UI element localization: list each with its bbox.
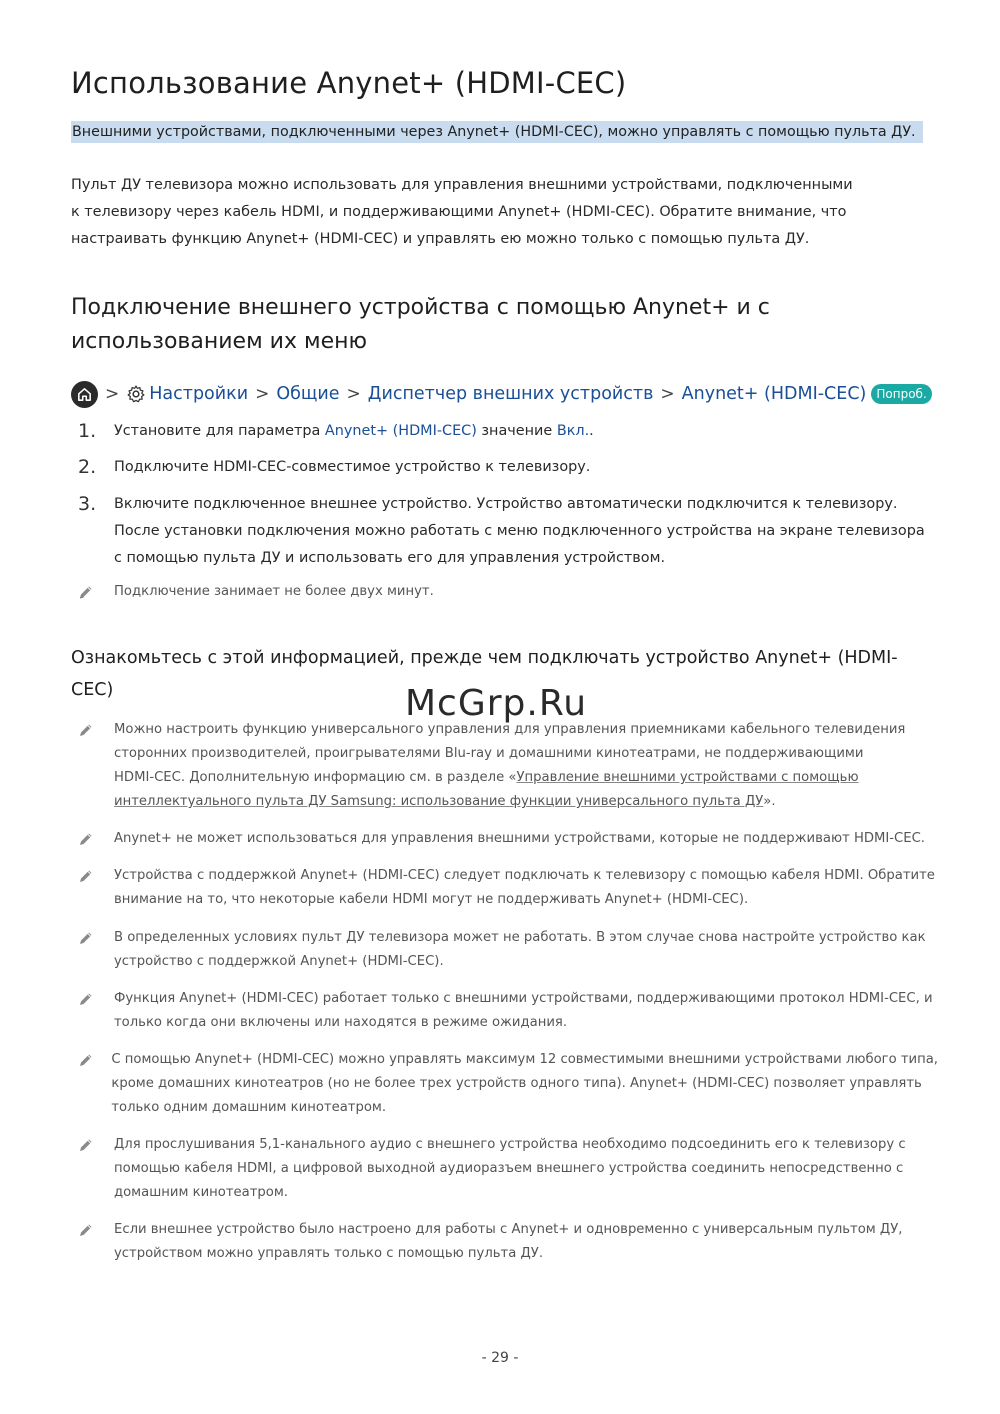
step-note: Подключение занимает не более двух минут.: [78, 580, 938, 604]
breadcrumb-anynet[interactable]: Anynet+ (HDMI-CEC): [681, 384, 867, 404]
note-item: В определенных условиях пульт ДУ телевизора может не работать. В этом случае снова настройте устройство как устройство с поддержкой Anynet+ (HDMI-CEC).: [78, 926, 938, 974]
sub-heading: Ознакомьтесь с этой информацией, прежде чем подключать устройство Anynet+ (HDMI- CEC): [71, 648, 898, 700]
home-icon[interactable]: [71, 381, 98, 408]
watermark: McGrp.Ru: [405, 683, 588, 724]
universal-remote-link[interactable]: Управление внешними устройствами с помощью: [516, 770, 859, 785]
pencil-icon: [78, 926, 114, 974]
pencil-icon: [78, 864, 114, 912]
breadcrumb-settings[interactable]: Настройки: [149, 384, 249, 404]
pencil-icon: [78, 718, 114, 814]
chevron-right-icon: >: [660, 384, 675, 404]
pencil-icon: [78, 987, 114, 1035]
summary-highlight: Внешними устройствами, подключенными через Anynet+ (HDMI-CEC), можно управлять с помощью пульта ДУ.: [71, 121, 923, 143]
page-title: Использование Anynet+ (HDMI-CEC): [71, 66, 627, 100]
param-anynet: Anynet+ (HDMI-CEC): [324, 423, 477, 439]
breadcrumb: [71, 380, 932, 408]
note-item: Для прослушивания 5,1-канального аудио с внешнего устройства необходимо подсоединить его к телевизору с помощью кабеля HDMI, а цифровой выходной аудиоразъем внешнего устройства соединить непосредственно с домашним кинотеатром.: [78, 1133, 938, 1205]
note-item: Если внешнее устройство было настроено для работы с Anynet+ и одновременно с универсальным пультом ДУ, устройством можно управлять только с помощью пульта ДУ.: [78, 1218, 938, 1266]
universal-remote-link[interactable]: интеллектуального пульта ДУ Samsung: использование функции универсального пульта ДУ: [114, 794, 764, 809]
pencil-icon: [78, 1218, 114, 1266]
intro-paragraph: Пульт ДУ телевизора можно использовать для управления внешними устройствами, подключенными к телевизору через кабель HDMI, и поддерживающими Anynet+ (HDMI-CEC). Обратите внимание, что настраивать функцию Anynet+ (HDMI-CEC) и управлять ею можно только с помощью пульта ДУ.: [71, 177, 853, 247]
value-on: Вкл.: [556, 423, 590, 439]
note-item: Anynet+ не может использоваться для управления внешними устройствами, которые не поддерживают HDMI-CEC.: [78, 827, 938, 851]
pencil-icon: [78, 1133, 114, 1205]
pencil-icon: [78, 1048, 111, 1120]
try-now-button[interactable]: Попроб.: [871, 384, 931, 404]
chevron-right-icon: >: [346, 384, 361, 404]
note-item: С помощью Anynet+ (HDMI-CEC) можно управлять максимум 12 совместимыми внешними устройствами любого типа, кроме домашних кинотеатров (но не более трех устройств одного типа). Anynet+ (HDMI-CEC) позволяет управлять только одним домашним кинотеатром.: [78, 1048, 938, 1120]
breadcrumb-device-manager[interactable]: Диспетчер внешних устройств: [367, 384, 654, 404]
breadcrumb-general[interactable]: Общие: [276, 384, 340, 404]
section-heading: Подключение внешнего устройства с помощью Anynet+ и с использованием их меню: [71, 295, 770, 354]
step-1: 1. Установите для параметра Anynet+ (HDMI-CEC) значение Вкл..: [78, 420, 594, 442]
chevron-right-icon: >: [105, 384, 120, 404]
note-item: Функция Anynet+ (HDMI-CEC) работает только с внешними устройствами, поддерживающими протокол HDMI-CEC, и только когда они включены или находятся в режиме ожидания.: [78, 987, 938, 1035]
step-3: 3. Включите подключенное внешнее устройство. Устройство автоматически подключится к телевизору. После установки подключения можно работать с меню подключенного устройства на экране телевизора с помощью пульта ДУ и использовать его для управления устройством.: [78, 493, 925, 566]
gear-icon: [126, 384, 146, 404]
chevron-right-icon: >: [255, 384, 270, 404]
page-number: - 29 -: [481, 1350, 519, 1366]
step-2: 2. Подключите HDMI-CEC-совместимое устройство к телевизору.: [78, 456, 591, 478]
note-item: Устройства с поддержкой Anynet+ (HDMI-CEC) следует подключать к телевизору с помощью кабеля HDMI. Обратите внимание на то, что некоторые кабели HDMI могут не поддерживать Anynet+ (HDMI-CEC).: [78, 864, 938, 912]
pencil-icon: [78, 827, 114, 851]
note-item: Можно настроить функцию универсального управления для управления приемниками кабельного телевидения сторонних производителей, проигрывателями Blu-ray и домашними кинотеатрами, не поддерживающими HDMI-CEC. Дополнительную информацию см. в разделе «Управление внешними устройствами с помощью интеллектуального пульта ДУ Samsung: использование функции универсального пульта ДУ».: [78, 718, 938, 814]
pencil-icon: [78, 580, 114, 604]
